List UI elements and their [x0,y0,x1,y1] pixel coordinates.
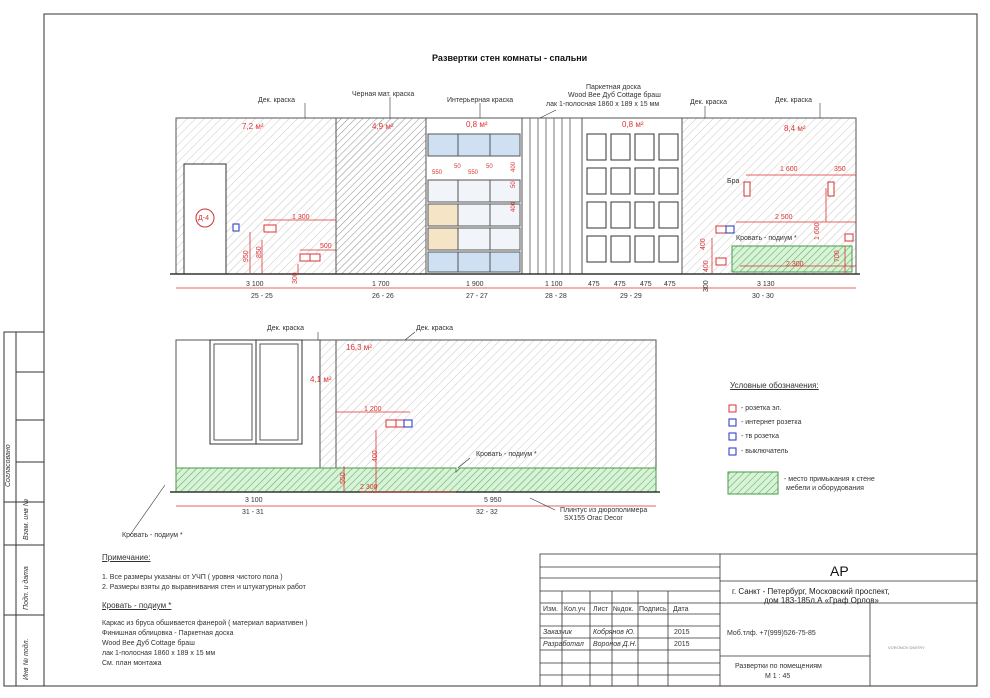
stamp-col: Дата [673,606,689,613]
section-label: 30 - 30 [752,293,774,300]
legend-item: - тв розетка [741,433,779,440]
side-label: Взам. инв № [23,498,30,540]
dim-label: 1 700 [372,281,390,288]
dim-label: 300 [292,272,299,284]
dim-label: 1 100 [545,281,563,288]
sheet-title: Развертки по помещениям [735,663,822,670]
scale: М 1 : 45 [765,673,791,680]
dim-label: 1 600 [814,222,821,240]
dim-label: 50 [511,181,517,188]
section-label: 28 - 28 [545,293,567,300]
dim-label: 3 100 [245,497,263,504]
dim-label: 1 200 [364,406,382,413]
area-label: 0,8 м² [466,120,488,129]
legend-title: Условные обозначения: [730,381,819,390]
lamp-label: Бра [727,178,740,185]
note-line: Финишная облицовка - Паркетная доска [102,630,234,637]
area-label: 7,2 м² [242,122,264,131]
dim-label: 700 [834,250,841,262]
dim-label: 400 [511,201,517,212]
address-line: дом 183-185л.А «Граф Орлов» [764,596,879,605]
area-label: 0,8 м² [622,120,644,129]
dim-label: 2 300 [360,484,378,491]
section-label: 29 - 29 [620,293,642,300]
dim-label: 550 [468,170,479,176]
bed-label: Кровать - подиум * [736,235,797,242]
finish-label: Черная мат. краска [352,91,415,98]
dim-label: 500 [320,243,332,250]
dim-label: 1 600 [780,166,798,173]
note-line: 1. Все размеры указаны от УЧП ( уровня чистого пола ) [102,574,283,581]
note-line: См. план монтажа [102,660,162,667]
notes-title: Примечание: [102,553,151,562]
plinth-label: SX155 Orac Decor [564,515,623,522]
stamp-col: Кол.уч [564,606,585,613]
finish-label: Дек. краска [267,325,305,332]
stamp-col: №док. [613,606,634,613]
dim-label: 300 [703,280,710,292]
dim-label: 1 300 [292,214,310,221]
finish-label: лак 1-полосная 1860 х 189 х 15 мм [546,101,660,108]
section-label: 27 - 27 [466,293,488,300]
dim-label: 400 [511,161,517,172]
legend-item: - место примыкания к стене [784,476,875,483]
stamp-col: Лист [593,606,609,613]
area-label: 8,4 м² [784,124,806,133]
dim-label: 2 300 [786,261,804,268]
note-line: лак 1-полосная 1860 х 189 х 15 мм [102,650,216,657]
area-label: 4,1 м² [310,375,332,384]
stamp-date: 2015 [674,629,690,636]
finish-label: Дек. краска [416,325,454,332]
dim-label: 5 950 [484,497,502,504]
stamp-col: Подпись [639,606,667,613]
dim-label: 400 [700,238,707,250]
legend-item: - выключатель [741,448,789,455]
side-label: Согласовано [5,444,12,487]
finish-label: Паркетная доска [586,84,641,91]
dim-label: 850 [256,246,263,258]
note-line: 2. Размеры взяты до выравнивания стен и штукатурных работ [102,584,306,591]
dim-label: 475 [664,281,676,288]
dim-label: 950 [243,250,250,262]
bed-label: Кровать - подиум * [122,532,183,539]
dim-label: 3 130 [757,281,775,288]
dim-label: 50 [486,164,493,170]
dim-label: 3 100 [246,281,264,288]
legend-item: мебели и оборудования [786,485,864,492]
stamp-name: Кобрянов Ю. [593,629,635,636]
side-label: Инв № подл. [23,638,30,680]
finish-label: Дек. краска [775,97,813,104]
phone: Моб.тлф. +7(999)526-75-85 [727,630,816,637]
door-label: Д-4 [198,215,209,222]
legend-item: - розетка эл. [741,405,782,412]
dim-label: 475 [588,281,600,288]
section-label: 32 - 32 [476,509,498,516]
bottom-elevation [130,332,660,535]
dim-label: 350 [834,166,846,173]
dim-label: 1 900 [466,281,484,288]
stamp-col: Изм. [543,606,558,613]
area-label: 4,9 м² [372,122,394,131]
finish-label: Дек. краска [690,99,728,106]
sheet-title: Развертки стен комнаты - спальни [432,53,588,63]
legend-item: - интернет розетка [741,419,802,426]
dim-label: 400 [372,450,379,462]
dim-label: 550 [340,472,347,484]
dim-label: 475 [614,281,626,288]
stamp-name: Воронов Д.Н. [593,641,637,648]
dim-label: 400 [703,260,710,272]
finish-label: Интерьерная краска [447,97,514,104]
plinth-label: Плинтус из дюрополимера [560,507,648,514]
side-label: Подп. и дата [23,566,30,610]
stamp-role: Разработал [543,641,584,648]
dim-label: 50 [454,164,461,170]
bed-label: Кровать - подиум * [476,451,537,458]
finish-label: Wood Bee Дуб Cottage браш [568,92,661,99]
project-code: АР [830,563,849,579]
top-elevation [170,97,860,288]
dim-label: 550 [432,170,443,176]
section-label: 25 - 25 [251,293,273,300]
finish-label: Дек. краска [258,97,296,104]
section-label: 26 - 26 [372,293,394,300]
area-label: 16,3 м² [346,343,372,352]
note-line: Каркас из бруса обшивается фанерой ( материал вариативен ) [102,620,308,627]
section-label: 31 - 31 [242,509,264,516]
stamp-role: Заказчик [543,629,572,636]
stamp-date: 2015 [674,641,690,648]
note-line: Wood Bee Дуб Cottage браш [102,640,195,647]
address-line: г. Санкт - Петербург, Московский проспект, [732,587,890,596]
dim-label: 475 [640,281,652,288]
dim-label: 2 500 [775,214,793,221]
logo: VORONOV DMITRY [888,645,925,650]
bed-note-title: Кровать - подиум * [102,601,172,610]
